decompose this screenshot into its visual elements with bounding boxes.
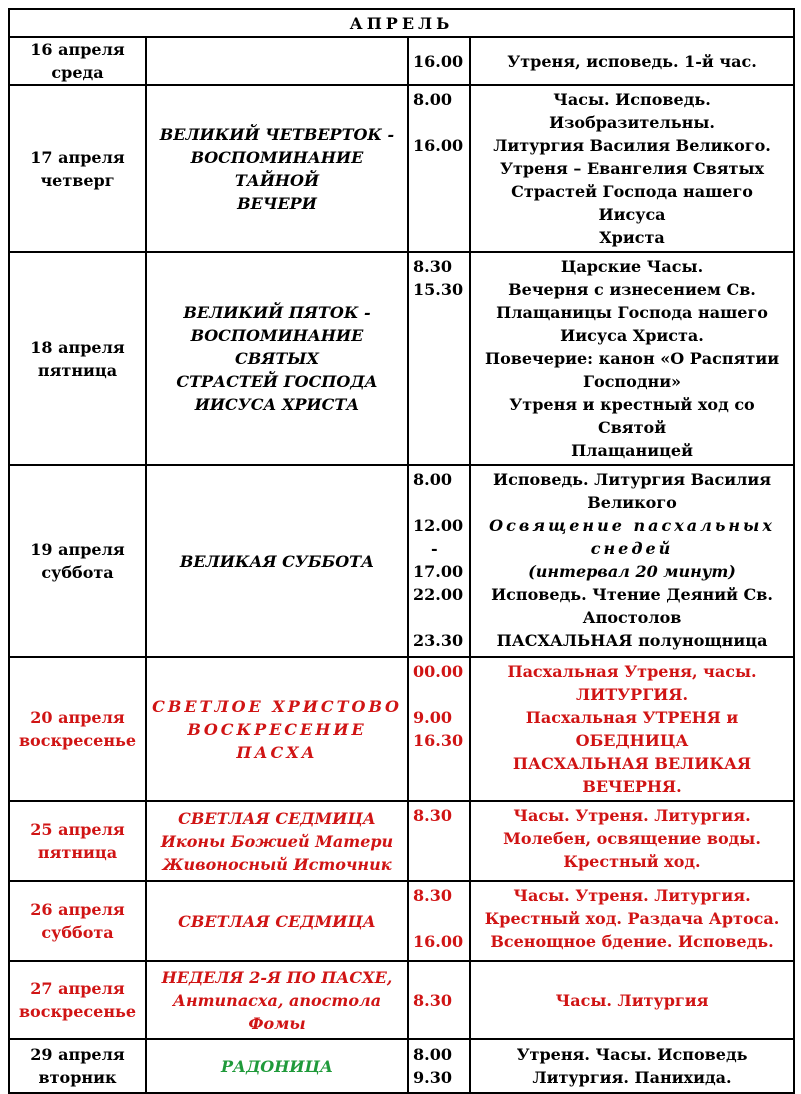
services-cell: Часы. Утреня. Литургия. Крестный ход. Раздача Артоса. Всенощное бдение. Исповедь. xyxy=(470,881,794,961)
date-cell: 20 апреля воскресенье xyxy=(9,657,146,801)
feast-name-cell: ВЕЛИКИЙ ЧЕТВЕРТОК - ВОСПОМИНАНИЕ ТАЙНОЙ ВЕЧЕРИ xyxy=(146,85,408,252)
services-cell: Царские Часы. Вечерня с изнесением Св. Плащаницы Господа нашего Иисуса Христа. Повечерие: канон «О Распятии Господни» Утреня и крестный ход со Святой Плащаницей xyxy=(470,252,794,465)
date-cell: 26 апреля суббота xyxy=(9,881,146,961)
feast-name-cell: СВЕТЛАЯ СЕДМИЦА xyxy=(146,881,408,961)
table-row xyxy=(9,881,794,961)
date-cell: 18 апреля пятница xyxy=(9,252,146,465)
table-row xyxy=(9,85,794,252)
time-cell: 8.30 16.00 xyxy=(408,881,470,961)
table-row xyxy=(9,37,794,85)
services-cell: Часы. Утреня. Литургия. Молебен, освящение воды. Крестный ход. xyxy=(470,801,794,881)
services-cell: Утреня. Часы. Исповедь Литургия. Панихида. xyxy=(470,1039,794,1093)
time-cell: 00.00 9.00 16.30 xyxy=(408,657,470,801)
services-cell: Утреня, исповедь. 1-й час. xyxy=(470,37,794,85)
services-cell: Пасхальная Утреня, часы. ЛИТУРГИЯ. Пасхальная УТРЕНЯ и ОБЕДНИЦА ПАСХАЛЬНАЯ ВЕЛИКАЯ ВЕЧЕРНЯ. xyxy=(470,657,794,801)
time-cell: 8.30 xyxy=(408,801,470,881)
time-cell: 8.30 xyxy=(408,961,470,1039)
date-cell: 17 апреля четверг xyxy=(9,85,146,252)
date-cell: 19 апреля суббота xyxy=(9,465,146,657)
date-cell: 29 апреля вторник xyxy=(9,1039,146,1093)
table-row xyxy=(9,252,794,465)
feast-name-cell: СВЕТЛОЕ ХРИСТОВО ВОСКРЕСЕНИЕ ПАСХА xyxy=(146,657,408,801)
date-cell: 16 апреля среда xyxy=(9,37,146,85)
time-cell: 8.00 9.30 xyxy=(408,1039,470,1093)
table-row xyxy=(9,961,794,1039)
feast-name-cell: СВЕТЛАЯ СЕДМИЦА Иконы Божией Матери Живоносный Источник xyxy=(146,801,408,881)
services-cell: Часы. Исповедь. Изобразительны. Литургия Василия Великого. Утреня – Евангелия Святых Страстей Господа нашего Иисуса Христа xyxy=(470,85,794,252)
time-cell: 8.00 12.00 - 17.00 22.00 23.30 xyxy=(408,465,470,657)
date-cell: 25 апреля пятница xyxy=(9,801,146,881)
time-cell: 8.30 15.30 xyxy=(408,252,470,465)
table-row xyxy=(9,1039,794,1093)
time-cell: 8.00 16.00 xyxy=(408,85,470,252)
time-cell: 16.00 xyxy=(408,37,470,85)
feast-name-cell: РАДОНИЦА xyxy=(146,1039,408,1093)
services-cell: Часы. Литургия xyxy=(470,961,794,1039)
month-header: АПРЕЛЬ xyxy=(9,9,794,37)
feast-name-cell: ВЕЛИКАЯ СУББОТА xyxy=(146,465,408,657)
table-row xyxy=(9,465,794,657)
feast-name-cell: ВЕЛИКИЙ ПЯТОК - ВОСПОМИНАНИЕ СВЯТЫХ СТРАСТЕЙ ГОСПОДА ИИСУСА ХРИСТА xyxy=(146,252,408,465)
schedule-table xyxy=(8,8,795,1094)
table-row xyxy=(9,657,794,801)
feast-name-cell xyxy=(146,37,408,85)
date-cell: 27 апреля воскресенье xyxy=(9,961,146,1039)
table-row xyxy=(9,801,794,881)
services-cell: Исповедь. Литургия Василия Великого Освящение пасхальных снедей (интервал 20 минут) Исповедь. Чтение Деяний Св. Апостолов ПАСХАЛЬНАЯ полунощница xyxy=(470,465,794,657)
feast-name-cell: НЕДЕЛЯ 2-Я ПО ПАСХЕ, Антипасха, апостола Фомы xyxy=(146,961,408,1039)
